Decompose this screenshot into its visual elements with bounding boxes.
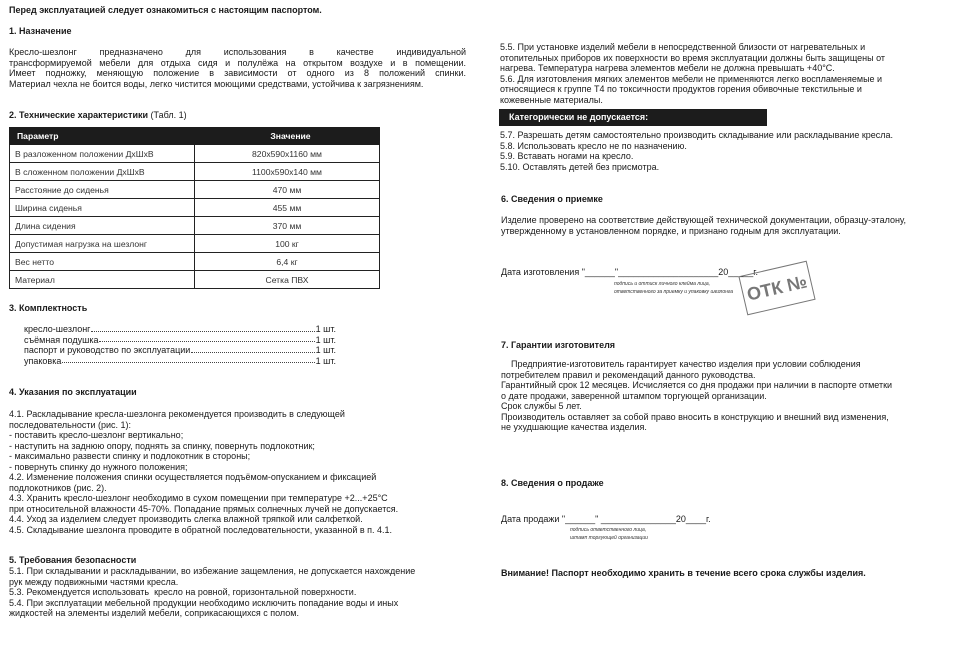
kit-item (24, 335, 336, 346)
parameter-cell: В сложенном положении ДхШхВ (10, 163, 195, 181)
text-line: 5.3. Рекомендуется использовать кресло на ровной, горизонтальной поверхности. (9, 587, 357, 597)
section-2-title (9, 110, 187, 120)
text-line: 5.8. Использовать кресло не по назначению. (500, 140, 687, 151)
text-line: Срок службы 5 лет. (501, 401, 582, 411)
text-line: Производитель оставляет за собой право вносить в конструкцию и внешний вид изменения, (501, 411, 889, 422)
section-6-text (501, 215, 906, 236)
value-cell: Сетка ПВХ (195, 271, 380, 289)
kit-item-qty: 1 шт. (315, 334, 336, 345)
text-line: 4.3. Хранить кресло-шезлонг необходимо в сухом помещении при температуре +2...+25°С (9, 493, 388, 503)
kit-item-name: кресло-шезлонг (24, 324, 91, 334)
text-line: относящиеся к группе Т4 по токсичности продуктов горения обивочные текстильные и (500, 84, 862, 94)
manufacture-date-captions (614, 280, 733, 296)
column-header-value: Значение (195, 128, 380, 145)
value-cell: 370 мм (195, 217, 380, 235)
sale-date-field: Дата продажи "______" _______________20____г. (501, 514, 711, 524)
text-line: - наступить на заднюю опору, поднять за спинку, повернуть подлокотник; (9, 440, 315, 451)
table-row (10, 181, 380, 199)
section-3-title: 3. Комплектность (9, 303, 88, 313)
column-header-parameter: Параметр (10, 128, 195, 145)
table-row (10, 217, 380, 235)
parameter-cell: Расстояние до сиденья (10, 181, 195, 199)
text-line: трансформируемой мебели для отдыха сидя и полулёжа на открытом воздухе и в помещении. (9, 57, 466, 68)
text-line: Предприятие-изготовитель гарантирует качество изделия при условии соблюдения (501, 359, 861, 369)
section-6-title: 6. Сведения о приемке (501, 194, 603, 204)
specs-table (9, 127, 380, 289)
caption-line: ответственного за приемку и упаковку шезлонга (614, 289, 734, 295)
dot-leader (91, 324, 314, 332)
storage-notice: Внимание! Паспорт необходимо хранить в течение всего срока службы изделия. (501, 568, 866, 578)
dot-leader (62, 356, 314, 364)
text-line: 5.9. Вставать ногами на кресло. (500, 151, 634, 161)
table-row (10, 253, 380, 271)
kit-item (24, 345, 336, 356)
prohibited-list (500, 130, 893, 172)
otk-stamp: ОТК № (738, 261, 815, 316)
text-line: не ухудшающие качества изделия. (501, 422, 647, 432)
text-line: утвержденному в установленном порядке, и признано годным для эксплуатации. (501, 225, 841, 236)
kit-item-name: паспорт и руководство по эксплуатации (24, 345, 191, 355)
text-line: 5.5. При установке изделий мебели в непосредственной близости от нагревательных и (500, 42, 866, 52)
value-cell: 1100x590x140 мм (195, 163, 380, 181)
table-row (10, 235, 380, 253)
text-line: рук между подвижными частями кресла. (9, 576, 179, 587)
text-line: 4.2. Изменение положения спинки осуществляется подъёмом-опусканием и фиксацией (9, 472, 377, 482)
section-8-title: 8. Сведения о продаже (501, 478, 604, 488)
text-line: Изделие проверено на соответствие действующей технической документации, образцу-эталону, (501, 215, 907, 225)
text-line: 4.1. Раскладывание кресла-шезлонга рекомендуется производить в следующей (9, 409, 345, 419)
text-line: потребителем правил и рекомендаций данного руководства. (501, 369, 756, 380)
value-cell: 455 мм (195, 199, 380, 217)
text-line: - поставить кресло-шезлонг вертикально; (9, 430, 184, 440)
table-row (10, 199, 380, 217)
prohibited-banner: Категорически не допускается: (499, 109, 767, 126)
text-line: последовательности (рис. 1): (9, 419, 132, 430)
text-line: 5.4. При эксплуатации мебельной продукции необходимо исключить попадание воды и иных (9, 597, 399, 608)
text-line: 5.1. При складывании и раскладывании, во избежание защемления, не допускается нахождение (9, 566, 416, 576)
kit-item (24, 324, 336, 335)
kit-list (24, 324, 336, 366)
kit-item-qty: 1 шт. (315, 324, 336, 334)
table-row (10, 271, 380, 289)
section-4-text (9, 409, 398, 535)
value-cell: 470 мм (195, 181, 380, 199)
section-2-heading: 2. Технические характеристики (9, 110, 149, 120)
kit-item-qty: 1 шт. (315, 345, 336, 355)
section-5-text (9, 566, 415, 619)
parameter-cell: В разложенном положении ДхШхВ (10, 145, 195, 163)
text-line: подлокотников (рис. 2). (9, 482, 107, 493)
dot-leader (99, 335, 314, 343)
sale-date-captions (570, 526, 648, 542)
section-1-text (9, 47, 466, 89)
dot-leader (191, 345, 314, 353)
table-reference: (Табл. 1) (148, 110, 187, 120)
text-line: нагрева. Температура нагрева элементов мебели не должна превышать +40°С. (500, 63, 835, 73)
text-line: 4.4. Уход за изделием следует производить слегка влажной тряпкой или салфеткой. (9, 514, 363, 524)
value-cell: 100 кг (195, 235, 380, 253)
caption-line: штамп торгующей организации (570, 535, 648, 541)
text-line: отопительных приборов их поверхности во время эксплуатации должны быть защищены от (500, 52, 886, 63)
section-7-text (501, 359, 892, 433)
value-cell: 820x590x1160 мм (195, 145, 380, 163)
section-5-title: 5. Требования безопасности (9, 555, 137, 565)
text-line: - повернуть спинку до нужного положения; (9, 461, 188, 472)
parameter-cell: Длина сидения (10, 217, 195, 235)
text-line: Кресло-шезлонг предназначено для использования в качестве индивидуальной (9, 47, 466, 57)
parameter-cell: Материал (10, 271, 195, 289)
parameter-cell: Ширина сиденья (10, 199, 195, 217)
text-line: 5.10. Оставлять детей без присмотра. (500, 161, 660, 172)
text-line: 5.6. Для изготовления мягких элементов мебели не применяются легко воспламеняемые и (500, 73, 883, 84)
value-cell: 6,4 кг (195, 253, 380, 271)
text-line: Материал чехла не боится воды, легко чистится моющими средствами, устойчива к загрязнениям. (9, 78, 424, 89)
pre-use-warning: Перед эксплуатацией следует ознакомиться с настоящим паспортом. (9, 5, 322, 15)
manufacture-date-field: Дата изготовления "______"____________________20_____г. (501, 267, 758, 277)
text-line: Имеет подножку, меняющую положение в зависимости от одного из 8 положений спинки. (9, 68, 466, 78)
text-line: при относительной влажности 45-70%. Попадание прямых солнечных лучей не допускается. (9, 503, 399, 514)
parameter-cell: Вес нетто (10, 253, 195, 271)
parameter-cell: Допустимая нагрузка на шезлонг (10, 235, 195, 253)
section-1-title: 1. Назначение (9, 26, 72, 36)
text-line: о дате продажи, заверенной штампом торгующей организации. (501, 390, 767, 401)
kit-item-name: упаковка (24, 355, 62, 366)
table-row (10, 163, 380, 181)
table-row (10, 145, 380, 163)
kit-item-name: съёмная подушка (24, 334, 99, 345)
text-line: Гарантийный срок 12 месяцев. Исчисляется со дня продажи при наличии в паспорте отметки (501, 380, 893, 390)
text-line: 4.5. Складывание шезлонга проводите в обратной последовательности, указанной в п. 4.1. (9, 524, 393, 535)
caption-line: подпись и оттиск личного клейма лица, (614, 281, 710, 287)
kit-item (24, 356, 336, 367)
text-line: кожевенные материалы. (500, 94, 603, 105)
text-line: 5.7. Разрешать детям самостоятельно производить складывание или раскладывание кресла. (500, 130, 894, 140)
caption-line: подпись ответственного лица, (570, 527, 647, 533)
text-line: - максимально развести спинку и подлокотник в стороны; (9, 451, 251, 461)
kit-item-qty: 1 шт. (315, 355, 336, 366)
section-4-title: 4. Указания по эксплуатации (9, 387, 137, 397)
section-5-text-continued (500, 42, 885, 105)
text-line: жидкостей на элементы изделий мебели, соприкасающихся с полом. (9, 608, 299, 618)
section-7-title: 7. Гарантии изготовителя (501, 340, 616, 350)
